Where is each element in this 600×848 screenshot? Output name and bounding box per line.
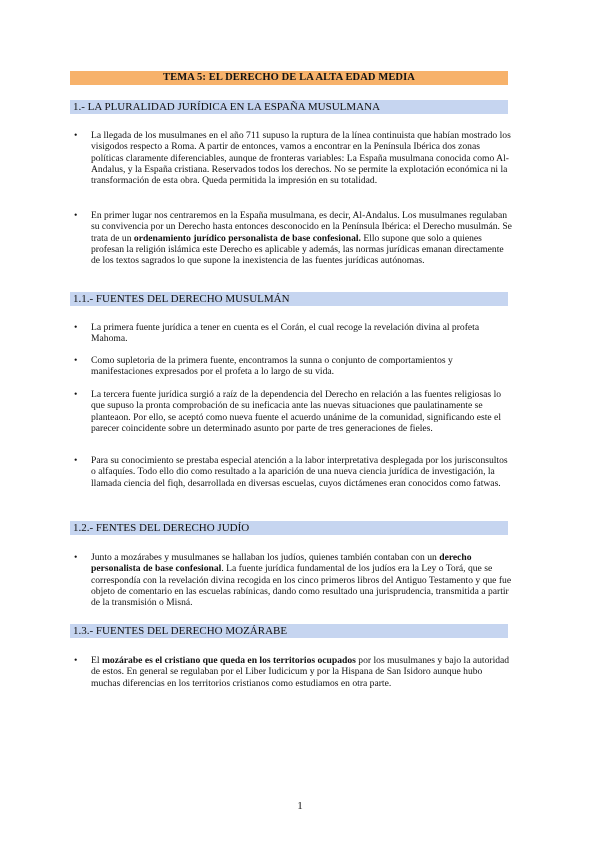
bold-text: derecho personalista de base confesional [91, 552, 472, 575]
paragraph-text: En primer lugar nos centraremos en la España musulmana, es decir, Al-Andalus. Los musulmanes regulaban su convivencia por un Derecho hasta entonces desconocido en la Península Ibérica: el Derecho musulmán. Se trata de un ordenamiento jurídico personalista de base confesional. Ello supone que solo a quienes profesan la religión islámica este Derecho es aplicable y además, las normas jurídicas emanan directamente de los textos sagrados lo que supone la inexistencia de las fuentes jurídicas autónomas. [91, 210, 512, 267]
bold-text: ordenamiento jurídico personalista de base confesional. [133, 232, 361, 244]
paragraph-text: La tercera fuente jurídica surgió a raíz de la dependencia del Derecho en relación a las fuentes religiosas lo que supuso la pronta comprobación de su ineficacia ante las nuevas situaciones que paulatinamente se planteaon. Por ello, se aceptó como nueva fuente el acuerdo unánime de la comunidad, significando este el parecer coincidente sobre un determinado asunto por parte de tres generaciones de fieles. [91, 389, 502, 434]
section-heading-1-2: 1.2.- FENTES DEL DERECHO JUDÍO [70, 521, 508, 535]
bullet-icon: • [74, 322, 78, 333]
paragraph-text: Como supletoria de la primera fuente, encontramos la sunna o conjunto de comportamientos y manifestaciones expresados por el profeta a lo largo de su vida. [91, 355, 453, 378]
section-heading-1-3: 1.3.- FUENTES DEL DERECHO MOZÁRABE [70, 624, 508, 638]
paragraph-text: La llegada de los musulmanes en el año 711 supuso la ruptura de la línea continuista que habían mostrado los visigodos respecto a Roma. A partir de entonces, vamos a encontrar en la Península Ibérica dos zonas políticas claramente diferenciables, aunque de fronteras variables: La España musulmana conocida como Al- Andalus, y la España cristiana. Reservados todos los derechos. No se permite la explotación económica ni la transformación de esta obra. Queda permitida la impresión en su totalidad. [91, 130, 511, 187]
paragraph-text: La primera fuente jurídica a tener en cuenta es el Corán, el cual recoge la revelación divina al profeta Mahoma. [91, 322, 480, 345]
bullet-icon: • [74, 355, 78, 366]
paragraph-text: El mozárabe es el cristiano que queda en los territorios ocupados por los musulmanes y bajo la autoridad de estos. En general se regulaban por el Liber Iudicicum y por la Hispana de San Isidoro aunque hubo muchas diferencias en los territorios cristianos como estudiamos en otra parte. [91, 655, 510, 689]
section-heading-1: 1.- LA PLURALIDAD JURÍDICA EN LA ESPAÑA MUSULMANA [70, 100, 508, 114]
bullet-icon: • [74, 455, 78, 466]
paragraph-text: Para su conocimiento se prestaba especial atención a la labor interpretativa desplegada por los jurisconsultos o alfaquíes. Todo ello dio como resultado a la aparición de una nueva ciencia jurídica de investigación, la llamada ciencia del fiqh, desarrollada en diversas escuelas, cuyos dictámenes eran conocidos como fatwas. [91, 455, 508, 489]
bullet-icon: • [74, 210, 78, 221]
page-number: 1 [297, 800, 303, 812]
bold-text: mozárabe es el cristiano que queda en los territorios ocupados [101, 655, 356, 666]
section-heading-1-1: 1.1.- FUENTES DEL DERECHO MUSULMÁN [70, 292, 508, 306]
bullet-icon: • [74, 389, 78, 400]
bullet-icon: • [74, 552, 78, 563]
document-title: TEMA 5: EL DERECHO DE LA ALTA EDAD MEDIA [70, 71, 508, 85]
bullet-icon: • [74, 130, 78, 141]
bullet-icon: • [74, 655, 78, 666]
paragraph-text: Junto a mozárabes y musulmanes se hallaban los judíos, quienes también contaban con un derecho personalista de base confesional. La fuente jurídica fundamental de los judíos era la Ley o Torá, que se correspondía con la revelación divina recogida en los cinco primeros libros del Antiguo Testamento y que fue objeto de comentario en las escuelas rabínicas, dando como resultado una jurisprudencia, transmitida a partir de la transmisión o Misná. [91, 552, 512, 609]
